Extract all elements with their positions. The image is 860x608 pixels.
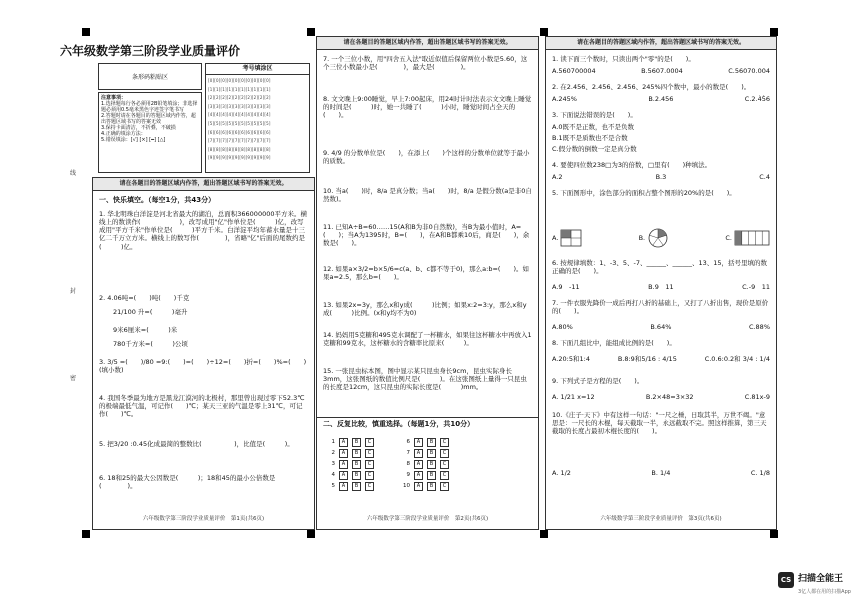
note-item: 1.选择题每行各必须用2B铅笔填涂；非选择题必须用0.5毫米黑色字迹签字笔书写: [101, 101, 198, 113]
question: 7. 一个三位小数，用"四舍五入法"取近似值后保留两位小数是5.60，这个三位小数最小是( )，最大是( )。: [323, 55, 528, 72]
answer-number: 2: [331, 450, 335, 457]
answer-bubble[interactable]: C: [365, 460, 374, 469]
option: A.80%: [552, 323, 573, 331]
question: 6. 18和25的最大公因数是( )；18和45的最小公倍数是( )。: [99, 474, 276, 491]
rect-grid-figure: [734, 230, 770, 246]
app-watermark: [778, 572, 851, 595]
id-grid-cells: [0][0][0][0][0][0][0][0][0][0] [1][1][1][1][1][1][1][1][1][1] [2][2][2][2][2][2][2][2][2][2] [3][3][3][3][3][3][3][3][3][3] [4][4][4][4][4][4][4][4][4][4] [5][5][5][5][5][5][5][5][5][5] [6][6][6][6][6][6][6][6][6][6] [7][7][7][7][7][7][7][7][7][7] [8][8][8][8][8][8][8][8][8][8] [9][9][9][9][9][9][9][9][9][9]: [208, 78, 271, 161]
page-footer: 六年级数学第三阶段学业质量评价 第3页(共6页): [600, 516, 722, 523]
option: C.56070.004: [728, 67, 770, 75]
option-c: [725, 230, 770, 246]
question: 3. 下面说法错误的是( )。: [552, 111, 637, 119]
answer-sheet: [325, 437, 495, 492]
registration-mark: [540, 530, 548, 538]
question: 13. 如果2x=3y，那么x和y成( )比例；如果x:2=3:y，那么x和y成( )比例。(x和y均不为0): [323, 301, 527, 318]
option-label: C.: [725, 234, 732, 242]
question: 11. 已知A÷B=60……15(A和B为非0自然数)，当B为最小值时，A=( )；当A为1395时，B=( )，在A和B都乘10后，商是( )，余数是( )。: [323, 223, 530, 248]
id-grid-label: 考号填涂区: [206, 64, 309, 75]
question: 9米6厘米=( )米: [113, 326, 178, 334]
answer-bubble[interactable]: A: [339, 438, 348, 447]
answer-bubble[interactable]: B: [427, 460, 436, 469]
option: B. 1/4: [651, 469, 671, 477]
option-label: B.: [638, 234, 646, 242]
option: B.64%: [650, 323, 672, 331]
answer-bubble[interactable]: A: [414, 460, 423, 469]
answer-bubble[interactable]: B: [352, 438, 361, 447]
registration-mark: [540, 28, 548, 36]
answer-warning: 请在各题目的答题区域内作答，超出答题区域书写的答案无效。: [317, 37, 538, 50]
option: A. 1/2: [552, 469, 571, 477]
question: 21/100 升=( )毫升: [113, 308, 188, 316]
answer-bubble[interactable]: C: [440, 438, 449, 447]
answer-bubble[interactable]: A: [414, 471, 423, 480]
question: 1. 华北明珠白洋淀是河北省最大的湖泊，总面积366000000平方米。横线上的数读作( )，改写成用"亿"作单位是( )亿，改写成用"平方千米"作单位是( )平方千米。白洋淀平均年蓄水量是十三亿二千万立方米。横线上的数写作( )，省略"亿"后面的尾数约是( )亿。: [99, 210, 307, 251]
option: A.560700004: [552, 67, 596, 75]
notes-box: [98, 92, 202, 173]
option: C.0.6:0.2和 3/4 : 1/4: [704, 355, 770, 363]
options: [552, 355, 770, 363]
question: 4. 要使四位数238□为3的倍数，□里有( )种填法。: [552, 161, 712, 169]
page-3: [545, 36, 777, 530]
option: C.81x-9: [744, 393, 770, 401]
answer-number: 6: [406, 439, 410, 446]
option: C.-9 11: [742, 283, 770, 291]
id-grid: [205, 63, 310, 173]
option: A.2: [552, 173, 563, 181]
option: A.20:5和1:4: [552, 355, 590, 363]
answer-warning: 请在各题目的答题区域内作答，超出答题区域书写的答案无效。: [93, 178, 314, 191]
binding-label: 封: [70, 288, 77, 295]
registration-mark: [770, 530, 778, 538]
question: 1. 读下面三个数时，只读出两个"零"的是( )。: [552, 55, 695, 63]
question: 5. 把3/20 :0.45化成最简的整数比( )，比值是( )。: [99, 440, 294, 448]
question: 780千方米=( )公顷: [113, 340, 188, 348]
option: A.0既不是正数，也不是负数: [552, 123, 635, 131]
answer-bubble[interactable]: A: [339, 449, 348, 458]
options: [552, 469, 770, 477]
registration-mark: [82, 530, 90, 538]
square-grid-figure: [560, 229, 582, 247]
option-b: [639, 227, 670, 249]
option: A.245%: [552, 95, 577, 103]
answer-warning: 请在各题目的答题区域内作答，超出答题区域书写的答案无效。: [546, 37, 776, 50]
option: C.假分数的倒数一定是真分数: [552, 145, 637, 153]
watermark-sub: 3亿人都在用的扫描App: [798, 589, 851, 595]
option: C.88%: [748, 323, 770, 331]
page-footer: 六年级数学第三阶段学业质量评价 第2页(共6页): [366, 516, 489, 523]
answer-bubble[interactable]: B: [427, 438, 436, 447]
answer-row: [325, 481, 495, 492]
question: 7. 一件衣服先降价一成后再打八折的基础上，又打了八折出售，现价是原价的( )。: [552, 299, 769, 316]
question: 10. 当a( )时，8/a 是真分数；当a( )时，8/a 是假分数(a是非0自然数)。: [323, 187, 532, 204]
page1-body: [92, 177, 315, 530]
question: 4. 我国冬季最为地方是黑龙江漠河的北极村，那里曾出现过零下52.3℃的极端最低气温，可记作( )℃；某天三亚的气温是零上31℃，可记作( )℃。: [99, 394, 305, 419]
answer-bubble[interactable]: B: [352, 449, 361, 458]
option: B.1既不是质数也不是合数: [552, 134, 628, 142]
option: B.2.456: [648, 95, 674, 103]
option: C.4: [759, 173, 770, 181]
answer-number: 7: [406, 450, 410, 457]
binding-label: 线: [70, 170, 77, 177]
option: C. 1/8: [750, 469, 770, 477]
question: 8. 下面几组比中，能组成比例的是( )。: [552, 339, 676, 347]
camscanner-logo-icon: CS: [778, 572, 794, 588]
answer-number: 10: [403, 483, 410, 490]
question: 9. 下列式子是方程的是( )。: [552, 377, 644, 385]
question: 2. 4.06吨=( )吨( )千克: [99, 294, 190, 302]
question: 5. 下面图形中，涂色部分的面积占整个图形的20%的是( )。: [552, 189, 736, 197]
answer-number: 1: [331, 439, 335, 446]
answer-bubble[interactable]: B: [427, 471, 436, 480]
question: 3. 3/5 =( )/80 =9:( )=( )÷12=( )折=( )%=( )(填小数): [99, 358, 307, 375]
answer-bubble[interactable]: C: [440, 482, 449, 491]
pie-figure: [647, 227, 669, 249]
option: B.2×48=3×32: [645, 393, 694, 401]
options: [552, 173, 770, 181]
options: [552, 227, 770, 249]
note-item: 3.保持卡面清洁，不折叠，不破损: [101, 125, 176, 131]
question: 15. 一张昆虫标本图，图中显示某只昆虫身长9cm，昆虫实际身长3mm，这张图纸的数值比例尺是( )。在这张图纸上量得一只昆虫的长度是12cm，这只昆虫的实际长度是( )mm。: [323, 367, 527, 392]
registration-mark: [770, 28, 778, 36]
registration-mark: [307, 28, 315, 36]
answer-bubble[interactable]: B: [427, 482, 436, 491]
question: 14. 妈妈用5克糖和495克水调配了一杯糖水，如果往这杯糖水中再放入1克糖和99克水，这杯糖水的含糖率比原来( )。: [323, 331, 532, 348]
answer-bubble[interactable]: A: [339, 482, 348, 491]
answer-bubble[interactable]: B: [352, 471, 361, 480]
option: B.3: [655, 173, 667, 181]
answer-number: 8: [406, 461, 410, 468]
answer-row: [325, 437, 495, 448]
options: [552, 67, 770, 75]
question: 9. 4/9 的分数单位是( )，在添上( )个这样的分数单位就等于最小的质数。: [323, 149, 530, 166]
options: [552, 283, 770, 291]
answer-bubble[interactable]: C: [440, 449, 449, 458]
barcode-area: 条形码粘贴区: [98, 63, 202, 90]
answer-bubble[interactable]: B: [427, 449, 436, 458]
question: 12. 如果a×3/2=b×5/6=c(a、b、c都不等于0)，那么a:b=( )。如果a=2.5，那么b=( )。: [323, 265, 530, 282]
option-a: [552, 229, 582, 247]
answer-bubble[interactable]: A: [339, 471, 348, 480]
option: A.9 -11: [552, 283, 580, 291]
answer-bubble[interactable]: C: [440, 471, 449, 480]
answer-number: 9: [406, 472, 410, 479]
answer-row: [325, 459, 495, 470]
answer-number: 3: [331, 461, 335, 468]
answer-bubble[interactable]: B: [352, 482, 361, 491]
answer-row: [325, 448, 495, 459]
question: 8. 文文晚上9:00睡觉，早上7:00起床，用24时计时法表示文文晚上睡觉的时间是( )时，她一共睡了( )小时，睡觉时间占全天的( )。: [323, 95, 532, 120]
answer-bubble[interactable]: A: [414, 438, 423, 447]
binding-label: 密: [70, 375, 77, 382]
option-label: A.: [552, 234, 559, 242]
answer-number: 5: [331, 483, 335, 490]
answer-bubble[interactable]: C: [365, 482, 374, 491]
answer-bubble[interactable]: A: [414, 449, 423, 458]
answer-row: [325, 470, 495, 481]
question: 2. 在2.456、2.45̇6、2.4̇5̇6、245%四个数中，最小的数是( )。: [552, 83, 751, 91]
option: B.8:9和5/16 : 4/15: [617, 355, 677, 363]
options: [552, 393, 770, 401]
options: [552, 95, 770, 103]
answer-bubble[interactable]: C: [440, 460, 449, 469]
question: 6. 按规律填数：1、-3、5、-7、______、______、13、15，括号里填的数正确的是( )。: [552, 259, 768, 276]
option: B.5607.0004: [641, 67, 683, 75]
answer-number: 4: [331, 472, 335, 479]
section-title: 二、反复比较，慎重选择。（每题1分，共10分）: [317, 417, 538, 429]
page-footer: 六年级数学第三阶段学业质量评价 第1页(共6页): [142, 516, 265, 523]
note-item: 4.正确的填涂方法：: [101, 131, 146, 137]
notes-title: 注意事项：: [101, 95, 127, 101]
options: [552, 323, 770, 331]
section-title: 一、快乐填空。（每空1分，共43分）: [99, 196, 216, 204]
watermark-name: 扫描全能王: [798, 574, 844, 585]
answer-bubble[interactable]: A: [339, 460, 348, 469]
option: A. 1/21 x=12: [552, 393, 595, 401]
answer-bubble[interactable]: C: [365, 471, 374, 480]
answer-bubble[interactable]: A: [414, 482, 423, 491]
option: C.2.4̇5̇6: [744, 95, 770, 103]
question: 10.《庄子·天下》中有这样一句话："一尺之棰，日取其半，万世不竭。"意思是：一尺长的木棍，每天截取一半，永远截取不完。照这样推算，第三天截取的长度占最初木棍长度的( )。: [552, 411, 767, 436]
answer-bubble[interactable]: B: [352, 460, 361, 469]
exam-title: 六年级数学第三阶段学业质量评价: [60, 44, 241, 58]
registration-mark: [82, 28, 90, 36]
answer-bubble[interactable]: C: [365, 438, 374, 447]
note-item: 5.错误填涂：[√] [×] [━] [△]: [101, 137, 166, 143]
note-item: 2.答题时请在各题目的答题区域内作答，超出答题区域书写的答案无效: [101, 113, 196, 125]
answer-bubble[interactable]: C: [365, 449, 374, 458]
option: B.9 11: [648, 283, 674, 291]
registration-mark: [307, 530, 315, 538]
